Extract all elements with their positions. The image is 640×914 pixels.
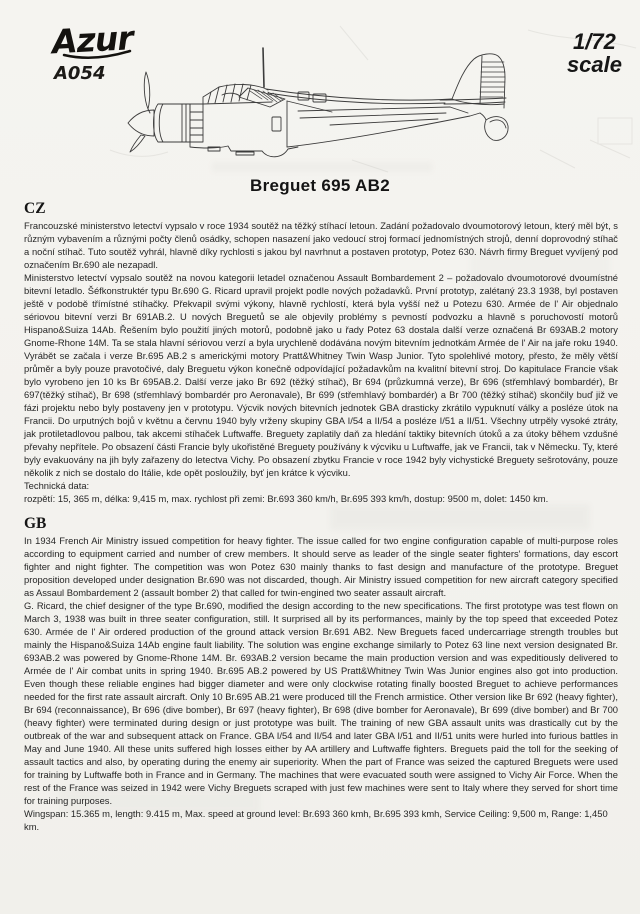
product-code: A054	[54, 63, 106, 84]
english-section-heading: GB	[24, 515, 47, 532]
technical-data-values: rozpětí: 15, 365 m, délka: 9,415 m, max. rychlost při zemi: Br.693 360 km/h, Br.695 393 km/h, dostup: 9500 m, dolet: 1450 km.	[24, 493, 549, 504]
english-paragraph: In 1934 French Air Ministry issued competition for heavy fighter. The issue called for two engine configuration capable of multi-purpose roles according to equipment carried and number of crew members. It should serve as leader of the single seater fighters' formations, day escort fighter and night fighter. The competition was won Potez 630 mainly thanks to fast design and manufacture of the prototype. Breguet proposition developed under designation Br.690 was not discarded, though. Air Ministry issued competition for new aircraft category specified as Assaul Bombardement 2 (assault bomber 2) that called for twin-engined two seater assault aircraft.	[24, 535, 618, 598]
scale-ratio: 1/72	[573, 29, 616, 54]
page-title: Breguet 695 AB2	[250, 176, 390, 195]
brand-logo	[51, 18, 182, 84]
scale-badge	[567, 30, 622, 76]
scale-word: scale	[566, 52, 622, 77]
czech-paragraph: Ministerstvo letectví vypsalo soutěž na novou kategorii letadel označenou Assault Bombardement 2 – požadovalo dvoumotorové dvoumístné bitevní letadlo. Šéfkonstruktér typu Br.690 G. Ricard upravil projekt podle nových požadavků. První prototyp, zalétaný 23.3 1938, byl postaven ještě v podobě třímístné stíhačky. Překvapil svými výkony, hlavně rychlostí, která byla vyšší než u Potezu 630. Armée de l' Air objednalo sériovou bitevní verzi Br 691AB.2. U nových Breguetů se ale objevily problémy s pevností podvozku a hlavně s poruchovostí motorů Hispano&Suiza 14Ab. Řešením bylo použití jiných motorů, podobně jako u řady Potez 63 dostala další verze označená Br 693AB.2 motory Gnome-Rhone 14M. Ta se stala hlavní sériovou verzí a byla urychleně dodávána novým bitevním jednotkám Armée de l' Air na jaře roku 1940. Vyrábět se začala i verze Br.695 AB.2 s americkými motory Pratt&Whitney Twin Wasp Junior. Tyto spolehlivé motory, přesto, že měly větší průměr a byly pouze pravotočivé, daly Breguetu výkon konečně odpovídající požadavkům na kvalitní bitevní stroj. Do kapitulace Francie však bylo vyrobeno jen 10 ks Br 695AB.2. Další verze jako Br 692 (těžký stíhač), Br 694 (průzkumná verze), Br 696 (střemhlavý bombardér), Br 697(těžký stíhač), Br 698 (střemhlavý bombardér pro Aeronavale), Br 699 (střemhlavý bombardér) a Br 700 (těžký stíhač) skončily buď již ve fázi projektu nebo byly postaveny jen v prototypu. Výcvik nových bitevních jednotek GBA drasticky zkrátilo vypuknutí války a posléze útok na Francii. Do urputných bojů v květnu a červnu 1940 byly vrženy skupiny GBA I/54 a II/54 a posléze I/51 a II/51. Všechny utrpěly vysoké ztráty, jak protiletadlovou palbou, tak akcemi stíhaček Luftwaffe. Breguety zaplatily daň za hledání taktiky bitevních útoků a za útoky během vzdušné převahy nepřítele. Po obsazení části Francie byly ukořistěné Breguety používány k výcviku u Luftwaffe, jak ve Francii, tak v Německu. Ty, které byly evakuovány na jih byly zařazeny do letectva Vichy. Po obsazení zbytku Francie v roce 1942 byly vichystické Breguety sešrotovány, pouze několik z nich se dostalo do Itálie, kde opět posloužily, byť jen krátce k výcviku.	[24, 272, 618, 478]
czech-paragraph: Francouzské ministerstvo letectví vypsalo v roce 1934 soutěž na těžký stíhací letoun. Zadání požadovalo dvoumotorový letoun, který měl být, s různým vybavením a různými počty členů osádky, schopen nasazení jako vedoucí stroj formací jednomístných strojů, denní doprovodný stíhač a noční stíhač. Tuto soutěž vyhrál, hlavně díky rychlosti s jakou byl navrhnut a postaven prototyp, Potez 630. Návrh firmy Breguet vyvíjený pod označením Br.690 ale nezapadl.	[24, 220, 618, 270]
english-paragraph: G. Ricard, the chief designer of the type Br.690, modified the design according to the new specifications. The first prototype was test flown on March 3, 1938 was built in three seater configuration, still. It surprised all by its performances, mainly by the top speed that exceeded Potez 630. Armée de l' Air ordered production of the ground attack version Br.691 AB2. New Breguets faced undercarriage strength troubles but mainly the Hispano&Suiza 14Ab engine fault liability. The solution was engine exchange similarly to Potez 63 line next version designated Br. 693AB.2 was powered by Gnome-Rhone 14M. Br. 693AB.2 version became the main production version and was expeditiously delivered to Armée de l' Air combat units in spring 1940. Br.695 AB.2 powered by US Pratt&Whitney Twin Was Junior engines also got into production. Even though these reliable engines had bigger diameter and were only clockwise rotating finally boosted Breguet to achieve performances needed for the first rate assault aircraft. Only 10 Br.695 AB.21 were produced till the French armistice. Other version like Br 692 (heavy fighter), Br 694 (reconnaissance), Br 696 (dive bomber), Br 697 (heavy fighter), Br 698 (dive bomber for Aeronavale), Br 699 (dive bomber) and Br 700 (heavy fighter) were terminated during design or just prototype was built. The training of new GBA assault units was drastically cut by the outbreak of the war and subsequent attack on France. GBA I/54 and II/54 and later GBA I/51 and II/51 units were hurled into furious battles in May and June 1940. All these units suffered high losses either by AA artillery and Luftwaffe fighters. Breguets paid the toll for the seeking of assault tactics and also, by operating during the enemy air superiority. When the part of France was seized the captured Breguets were used for training by Luftwaffe both in France and in Germany. The machines that were evacuated south were assigned to Vichy Air Force. When the rest of the France was seized in 1942 were Vichy Breguets scraped with just few machines were sent to Italy where they served for short time for training purposes.	[24, 600, 618, 806]
content-area	[24, 200, 618, 833]
czech-section-heading: CZ	[24, 200, 46, 217]
czech-section	[24, 200, 618, 505]
brand-logo-text: Azur	[51, 18, 134, 62]
english-section	[24, 515, 618, 833]
technical-data-label: Technická data:	[24, 480, 90, 491]
specifications-line: Wingspan: 15.365 m, length: 9.415 m, Max. speed at ground level: Br.693 360 kmh, Br.695 393 kmh, Service Ceiling: 9,500 m, Range: 1,450 km.	[24, 808, 608, 832]
